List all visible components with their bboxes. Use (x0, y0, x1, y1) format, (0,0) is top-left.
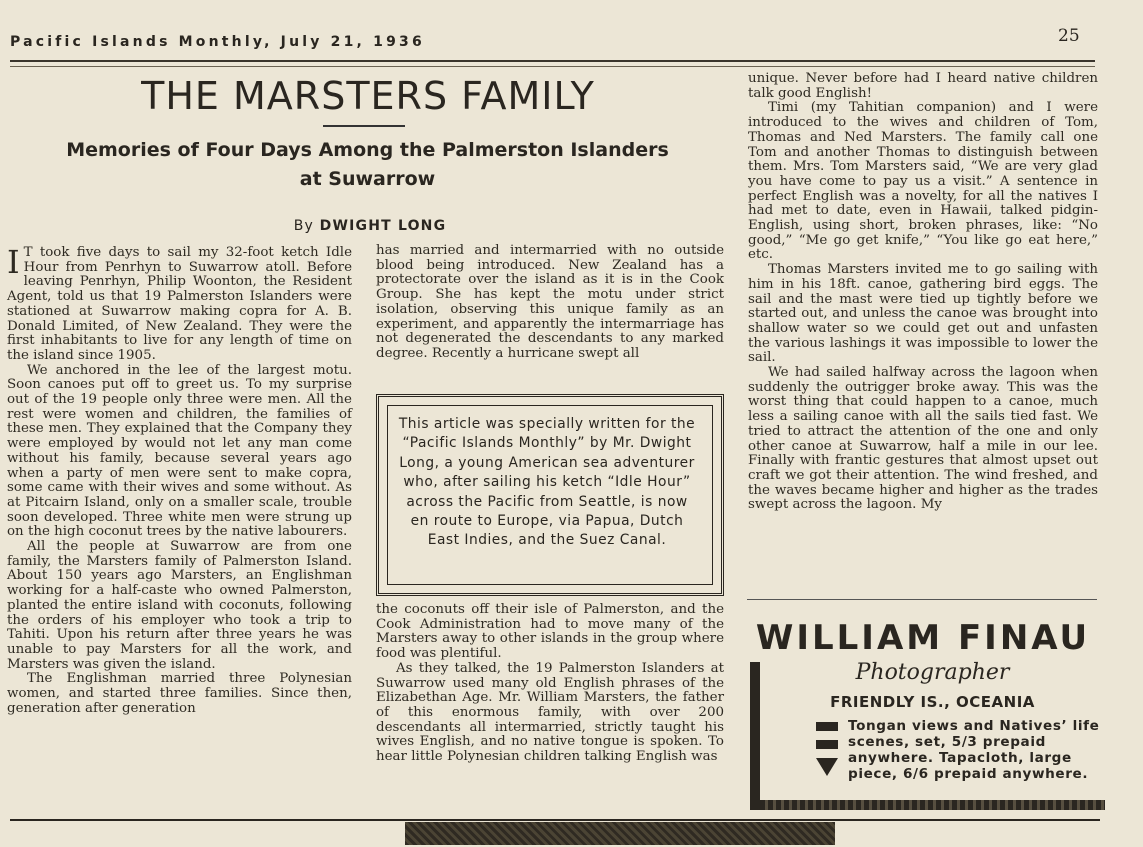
advert-name: WILLIAM FINAU (755, 618, 1091, 658)
bullet-icon (816, 740, 838, 749)
advert-left-bar (750, 662, 760, 810)
subtitle-line-1: Memories of Four Days Among the Palmerston Islanders (66, 139, 669, 161)
running-header: Pacific Islands Monthly, July 21, 1936 (10, 34, 425, 50)
article-column-3 (748, 72, 1098, 513)
article-column-2-bottom (376, 603, 724, 765)
title-divider (323, 125, 405, 127)
paragraph: All the people at Suwarrow are from one family, the Marsters family of Palmerston Island. About 150 years ago Marsters, an Englishman working for a half-caste who owned Palmerston, planted the entire island with coconuts, following the orders of his employer who took a trip to Tahiti. Upon his return after three years he was unable to pay Marsters for all the work, and Marsters was given the island. (7, 539, 352, 672)
paragraph: unique. Never before had I heard native children talk good English! (748, 71, 1098, 101)
bullet-icon (816, 722, 838, 731)
paragraph: Timi (my Tahitian companion) and I were introduced to the wives and children of Tom, Thomas and Ned Marsters. The family call one Tom and another Thomas to distinguish between them. Mrs. Tom Marsters said, “We are very glad you have come to pay us a visit.” A sentence in perfect English was a novelty, for all the natives I had met to date, even in Hawaii, talked pidgin-English, using short, broken phrases, like: “No good,” “Me go get knife,” “You like go eat here,” etc. (748, 100, 1098, 263)
paragraph: the coconuts off their isle of Palmerston, and the Cook Administration had to move many of the Marsters away to other islands in the group where food was plentiful. (376, 602, 724, 662)
byline (12, 218, 728, 234)
article-column-1 (7, 243, 352, 717)
next-advert-dark-panel (405, 822, 835, 845)
paragraph: As they talked, the 19 Palmerston Islanders at Suwarrow used many old English phrases of the Elizabethan Age. Mr. William Marsters, the father of this enormous family, with over 200 descendants all intermarried, strictly taught his wives English, and no native tongue is spoken. To hear little Polynesian children talking English was (376, 660, 724, 765)
advert-bottom-bar (760, 800, 1105, 810)
article-subtitle (30, 136, 705, 194)
advert-divider (747, 599, 1097, 600)
drop-cap: I (7, 243, 20, 281)
byline-prefix: By (293, 218, 314, 234)
paragraph: Thomas Marsters invited me to go sailing with him in his 18ft. canoe, gathering bird eggs. The sail and the mast were tied up tightly before we started out, and unless the canoe was brought into shallow water so we could get out and unfasten the various lashings it was impossible to lower the sail. (748, 262, 1098, 366)
header-rule (10, 60, 1095, 62)
paragraph: The Englishman married three Polynesian women, and started three families. Since then, generation after generation (7, 671, 352, 716)
editor-note-box (376, 394, 724, 596)
arrow-down-icon (816, 758, 838, 776)
editor-note-text: This article was specially written for the “Pacific Islands Monthly” by Mr. Dwight Long, a young American sea adventurer who, after sailing his ketch “Idle Hour” across the Pacific from Seattle, is now en route to Europe, via Papua, Dutch East Indies, and the Suez Canal. (398, 416, 696, 549)
paragraph: We had sailed halfway across the lagoon when suddenly the outrigger broke away. This was the worst thing that could happen to a canoe, much less a sailing canoe with all the sails tied fast. We tried to attract the attention of the one and only other canoe at Suwarrow, half a mile in our lee. Finally with frantic gestures that almost upset out craft we got their attention. The wind freshed, and the waves became higher and higher as the trades swept across the lagoon. My (748, 365, 1098, 513)
paragraph: has married and intermarried with no outside blood being introduced. New Zealand has a protectorate over the island as it is in the Cook Group. She has kept the motu under strict isolation, observing this unique family as an experiment, and apparently the intermarriage has not degenerated the descendants to any marked degree. Recently a hurricane swept all (376, 243, 724, 361)
article-column-2-top (376, 244, 724, 362)
article-title: THE MARSTERS FAMILY (141, 74, 595, 118)
subtitle-line-2: at Suwarrow (299, 168, 436, 190)
advert-body: Tongan views and Natives’ life scenes, set, 5/3 prepaid anywhere. Tapacloth, large piece, 6/6 prepaid anywhere. (848, 718, 1100, 782)
header-rule-thin (10, 66, 1095, 67)
paragraph: We anchored in the lee of the largest motu. Soon canoes put off to greet us. To my surprise out of the 19 people only three were men. All the rest were women and children, the families of these men. They explained that the Company they were employed by would not let any man come without his family, because several years ago when a party of men were sent to make copra, some came with their wives and some without. As at Pitcairn Island, only on a smaller scale, trouble soon developed. Three white men were strung up on the high coconut trees by the native labourers. (7, 362, 352, 540)
paragraph: I T took five days to sail my 32-foot ketch Idle Hour from Penrhyn to Suwarrow atoll. Before leaving Penrhyn, Philip Woonton, the Resident Agent, told us that 19 Palmerston Islanders were stationed at Suwarrow making copra for A. B. Donald Limited, of New Zealand. They were the first inhabitants to live for any length of time on the island since 1905. (7, 243, 352, 363)
page-number: 25 (1058, 26, 1080, 46)
author-name: DWIGHT LONG (319, 218, 447, 234)
advert-profession: Photographer (855, 660, 1010, 685)
advert-location: FRIENDLY IS., OCEANIA (830, 693, 1035, 711)
